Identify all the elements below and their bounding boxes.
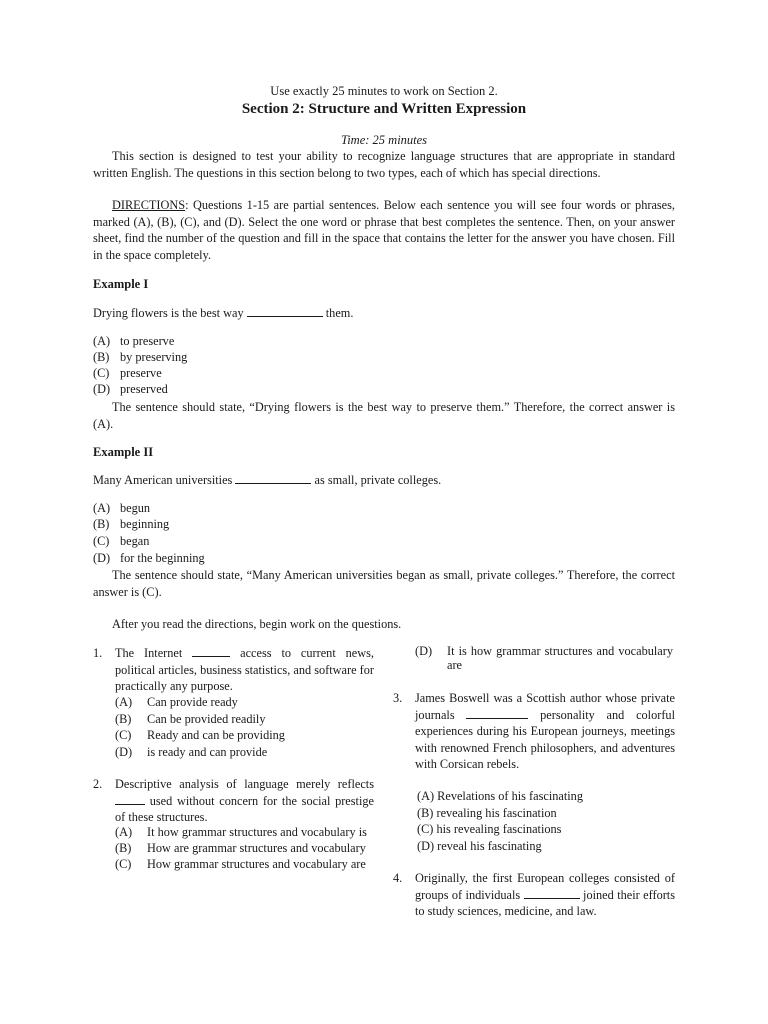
question-3-option-a: (A) Revelations of his fascinating	[417, 789, 583, 803]
example-2-option-b: (B) beginning	[93, 517, 170, 531]
intro-paragraph: This section is designed to test your ability to recognize language structures that are appropriate in standard written English. The questions in this section belong to two types, each of which has special directions.	[93, 149, 675, 180]
example-2-option-d: (D) for the beginning	[93, 551, 205, 565]
answer-blank	[247, 307, 323, 317]
directions-text: : Questions 1-15 are partial sentences. Below each sentence you will see four words or phrases, marked (A), (B), (C), and (D). Select the one word or phrase that best completes the sentence. Then, on your answer sheet, find the number of the question and fill in the space that contains the letter for the answer you have chosen. Fill in the space completely.	[93, 198, 675, 262]
directions-label: DIRECTIONS	[112, 198, 186, 212]
question-1-options	[115, 694, 374, 760]
question-1: 1. The Internet access to current news, political articles, business statistics, and software for practically any purpose. (A) Can provide ready (B) Can be provided readily (C) Ready and can be providing (D) is ready and can provide	[93, 646, 375, 759]
answer-blank	[235, 474, 311, 484]
question-2-option-b: (B) How are grammar structures and vocabulary	[115, 841, 366, 855]
example-1-option-a: (A) to preserve	[93, 334, 175, 348]
section-title: Section 2: Structure and Written Expression	[241, 101, 527, 117]
question-1-option-d: (D) is ready and can provide	[115, 744, 268, 759]
directions-paragraph	[93, 197, 675, 263]
question-3-options	[417, 788, 675, 854]
question-3-stem: James Boswell was a Scottish author whose private journals personality and colorful experiences during his European journeys, meetings with renowned French philosophers, and adventures with Corsican rebels.	[415, 691, 675, 771]
question-2: 2. Descriptive analysis of language merely reflects used without concern for the social prestige of these structures. (A) It how grammar structures and vocabulary is (B) How are grammar structures and vocabulary (C) How grammar structures and vocabulary are	[93, 777, 374, 871]
example-1-sentence: Drying flowers is the best way them.	[93, 306, 354, 320]
question-3: 3. James Boswell was a Scottish author whose private journals personality and colorful experiences during his European journeys, meetings with renowned French philosophers, and adventures with Corsican rebels. (A) Revelations of his fascinating (B) revealing his fascination (C) his revealing fascinations (D) reveal his fascinating	[393, 691, 675, 853]
example-1-heading: Example I	[93, 277, 149, 291]
question-3-option-d: (D) reveal his fascinating	[417, 838, 542, 853]
question-3-option-b: (B) revealing his fascination	[417, 805, 557, 820]
question-2-option-a: (A) It how grammar structures and vocabulary is	[115, 825, 367, 839]
example-1-explanation: The sentence should state, “Drying flowers is the best way to preserve them.” Therefore, the correct answer is (A).	[93, 400, 675, 431]
question-1-stem: The Internet access to current news, political articles, business statistics, and software for practically any purpose.	[115, 646, 375, 693]
question-3-option-c: (C) his revealing fascinations	[417, 822, 562, 836]
answer-blank	[466, 709, 528, 719]
example-2-sentence: Many American universities as small, private colleges.	[93, 473, 442, 487]
question-1-option-c: (C) Ready and can be providing	[115, 728, 285, 742]
example-1-option-b: (B) by preserving	[93, 350, 188, 364]
question-2-option-c: (C) How grammar structures and vocabulary are	[115, 857, 366, 871]
time-limit: Time: 25 minutes	[340, 133, 428, 147]
question-2-option-d: (D) It is how grammar structures and vocabulary are	[415, 644, 673, 672]
begin-note: After you read the directions, begin work on the questions.	[112, 617, 402, 631]
example-2-option-a: (A) begun	[93, 501, 151, 515]
example-2-option-c: (C) began	[93, 534, 150, 548]
example-2-heading: Example II	[93, 445, 154, 459]
question-4-stem: Originally, the first European colleges consisted of groups of individuals joined their efforts to study sciences, medicine, and law.	[415, 871, 676, 918]
question-1-option-b: (B) Can be provided readily	[115, 711, 266, 726]
question-4: 4. Originally, the first European colleges consisted of groups of individuals joined their efforts to study sciences, medicine, and law.	[393, 871, 676, 918]
example-1-option-c: (C) preserve	[93, 366, 162, 380]
answer-blank	[192, 647, 230, 657]
time-instruction: Use exactly 25 minutes to work on Section 2.	[270, 84, 498, 98]
question-2-options	[115, 825, 374, 871]
example-2-explanation: The sentence should state, “Many American universities began as small, private colleges.” Therefore, the correct answer is (C).	[93, 568, 675, 599]
answer-blank	[115, 795, 145, 805]
answer-blank	[524, 889, 580, 899]
example-1-option-d: (D) preserved	[93, 382, 168, 396]
question-2-stem: Descriptive analysis of language merely reflects used without concern for the social prestige of these structures.	[115, 777, 374, 824]
question-1-option-a: (A) Can provide ready	[115, 695, 238, 709]
